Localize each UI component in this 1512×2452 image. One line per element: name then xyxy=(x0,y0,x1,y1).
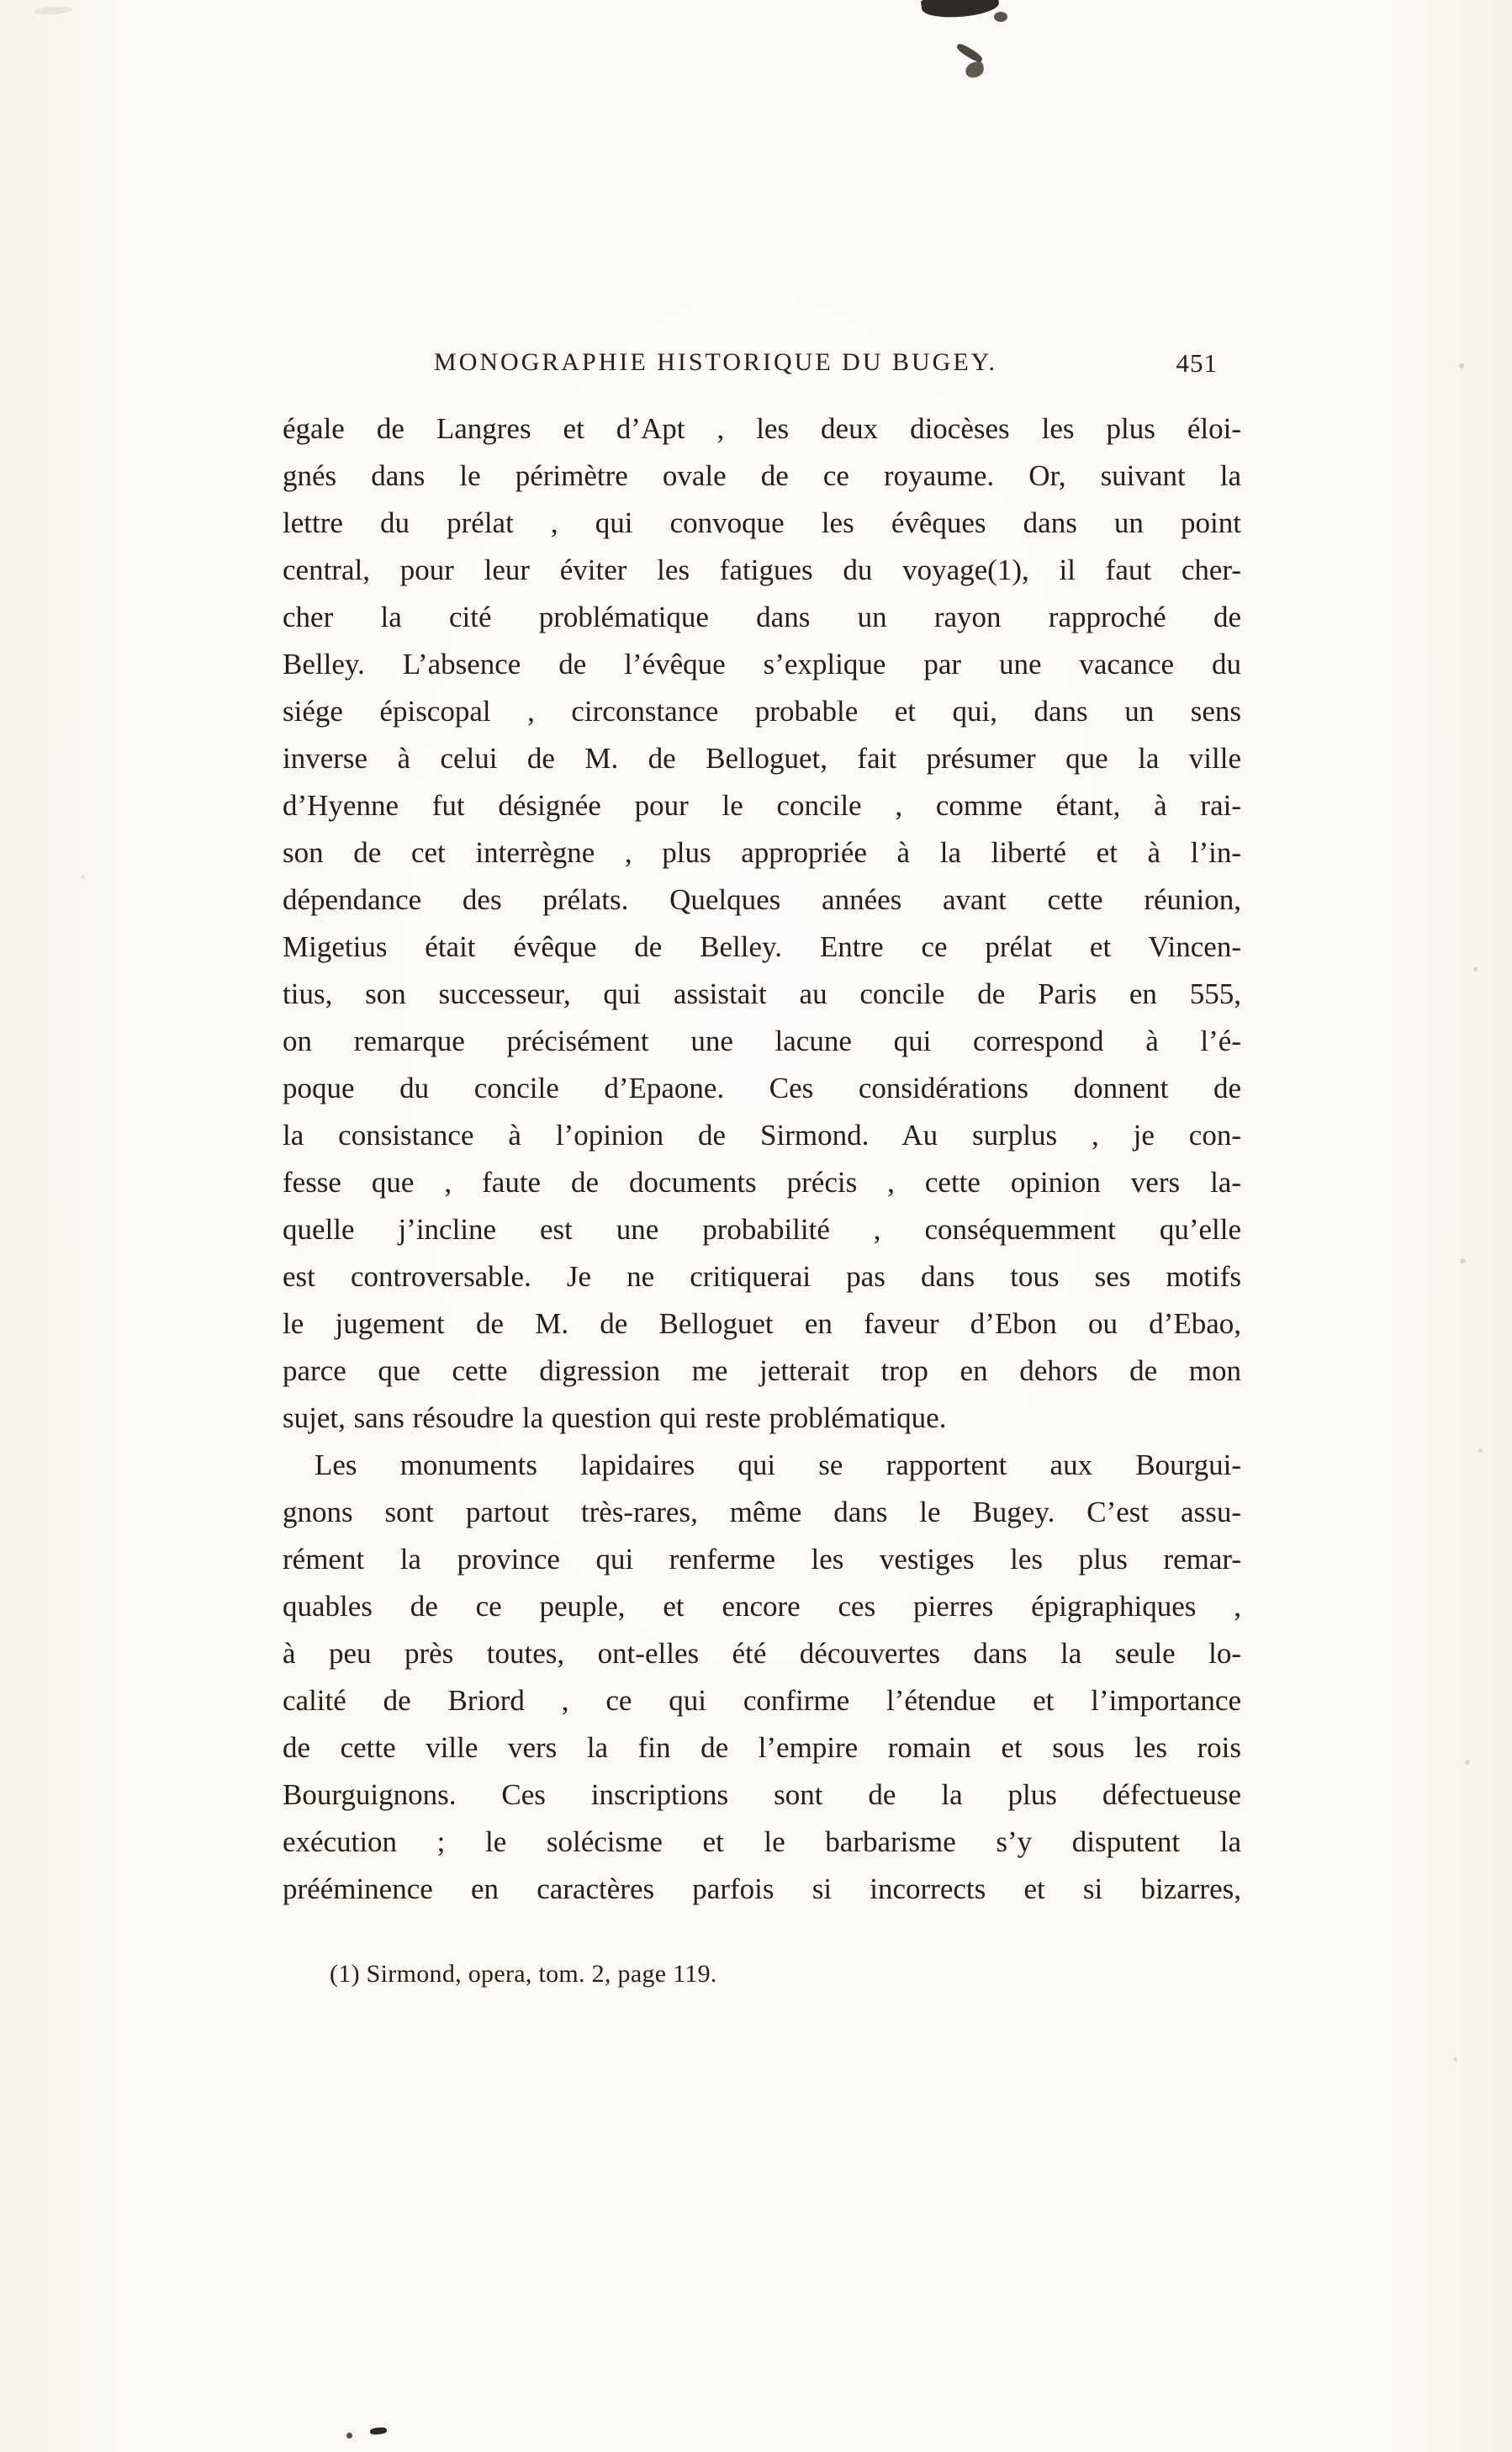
text-line: tius, son successeur, qui assistait au concile de Paris en 555, xyxy=(283,977,1241,1010)
text-line: Bourguignons. Ces inscriptions sont de la plus défectueuse xyxy=(283,1778,1241,1811)
running-title: MONOGRAPHIE HISTORIQUE DU BUGEY. xyxy=(434,348,997,376)
text-line: fesse que , faute de documents précis , cette opinion vers la- xyxy=(283,1166,1241,1199)
ink-blot xyxy=(994,12,1007,22)
scan-speck xyxy=(1465,1760,1470,1765)
text-line: dépendance des prélats. Quelques années avant cette réunion, xyxy=(283,883,1241,916)
text-line: prééminence en caractères parfois si incorrects et si bizarres, xyxy=(283,1872,1241,1905)
text-line: parce que cette digression me jetterait trop en dehors de mon xyxy=(283,1354,1241,1387)
scan-speck xyxy=(34,5,73,15)
text-line: d’Hyenne fut désignée pour le concile , comme étant, à rai- xyxy=(283,789,1241,822)
text-line: exécution ; le solécisme et le barbarisme s’y disputent la xyxy=(283,1825,1241,1858)
ink-blot xyxy=(921,0,1000,22)
text-line: sujet, sans résoudre la question qui reste problématique. xyxy=(283,1401,947,1434)
scan-speck xyxy=(1460,1258,1466,1263)
text-line: son de cet interrègne , plus appropriée à la liberté et à l’in- xyxy=(283,836,1241,869)
text-line: cher la cité problématique dans un rayon rapproché de xyxy=(283,601,1241,633)
text-line: lettre du prélat , qui convoque les évêques dans un point xyxy=(283,506,1241,539)
scan-speck xyxy=(1453,2057,1457,2062)
text-line: inverse à celui de M. de Belloguet, fait présumer que la ville xyxy=(283,742,1241,775)
scan-mark xyxy=(346,2433,352,2439)
text-line: on remarque précisément une lacune qui correspond à l’é- xyxy=(283,1025,1241,1057)
text-line: gnons sont partout très-rares, même dans le Bugey. C’est assu- xyxy=(283,1496,1241,1528)
text-line: la consistance à l’opinion de Sirmond. Au surplus , je con- xyxy=(283,1119,1241,1152)
body-text xyxy=(283,405,1241,1913)
ink-blot xyxy=(964,61,985,79)
text-line: est controversable. Je ne critiquerai pas dans tous ses motifs xyxy=(283,1260,1241,1293)
text-line: de cette ville vers la fin de l’empire romain et sous les rois xyxy=(283,1731,1241,1764)
scan-speck xyxy=(1478,1448,1483,1453)
text-line: Les monuments lapidaires qui se rapportent aux Bourgui- xyxy=(315,1448,1241,1481)
text-line: quelle j’incline est une probabilité , conséquemment qu’elle xyxy=(283,1213,1241,1246)
text-line: Belley. L’absence de l’évêque s’explique par une vacance du xyxy=(283,648,1241,681)
scan-speck xyxy=(1473,967,1478,972)
text-line: le jugement de M. de Belloguet en faveur d’Ebon ou d’Ebao, xyxy=(283,1307,1241,1340)
text-line: gnés dans le périmètre ovale de ce royaume. Or, suivant la xyxy=(283,459,1241,492)
scan-mark xyxy=(370,2427,388,2435)
text-line: siége épiscopal , circonstance probable et qui, dans un sens xyxy=(283,695,1241,728)
page-header xyxy=(283,348,1241,385)
text-line: rément la province qui renferme les vestiges les plus remar- xyxy=(283,1543,1241,1576)
text-line: égale de Langres et d’Apt , les deux diocèses les plus éloi- xyxy=(283,412,1241,445)
paragraph xyxy=(283,405,1241,1442)
text-line: calité de Briord , ce qui confirme l’étendue et l’importance xyxy=(283,1684,1241,1717)
text-line: poque du concile d’Epaone. Ces considérations donnent de xyxy=(283,1072,1241,1104)
text-line: central, pour leur éviter les fatigues du voyage(1), il faut cher- xyxy=(283,553,1241,586)
scan-speck xyxy=(1459,363,1464,368)
footnote: (1) Sirmond, opera, tom. 2, page 119. xyxy=(330,1960,717,1988)
text-line: quables de ce peuple, et encore ces pierres épigraphiques , xyxy=(283,1590,1241,1623)
paragraph xyxy=(283,1442,1241,1913)
page-number: 451 xyxy=(1176,348,1218,378)
text-line: à peu près toutes, ont-elles été découvertes dans la seule lo- xyxy=(283,1637,1241,1670)
text-line: Migetius était évêque de Belley. Entre ce prélat et Vincen- xyxy=(283,930,1241,963)
scan-speck xyxy=(81,875,85,879)
